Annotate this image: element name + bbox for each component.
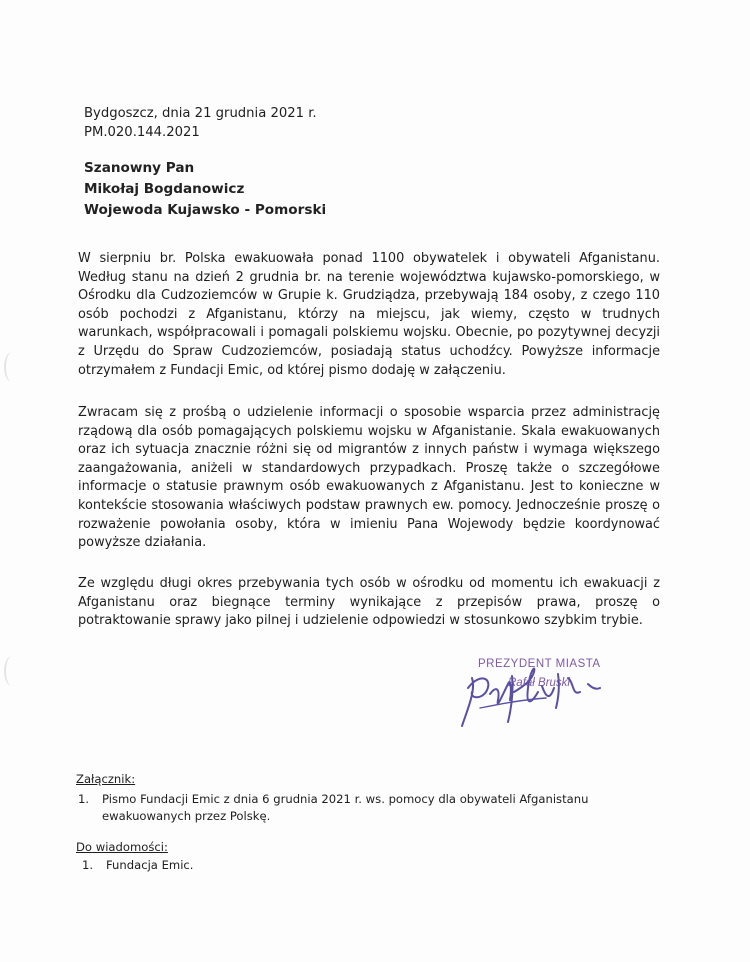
addressee-salutation: Szanowny Pan bbox=[84, 160, 195, 176]
cc-list bbox=[82, 857, 682, 874]
list-item bbox=[78, 791, 678, 825]
list-item-number: 1. bbox=[78, 792, 90, 806]
handwritten-signature bbox=[450, 648, 620, 744]
addressee-name: Mikołaj Bogdanowicz bbox=[84, 181, 245, 197]
body-paragraph-2: Zwracam się z prośbą o udzielenie informacji o sposobie wsparcia przez administrację rządową dla osób pomagających polskiemu wojsku w Afganistanie. Skala ewakuowanych oraz ich sytuacja znacznie różni się od migrantów z innych państw i wymaga większego zaangażowania, aniżeli w standardowych przypadkach. Proszę także o szczegółowe informacje o statusie prawnym osób ewakuowanych z Afganistanu. Jest to konieczne w kontekście stosowania właściwych podstaw prawnych ew. pomocy. Jednocześnie proszę o rozważenie powołania osoby, która w imieniu Pana Wojewody będzie koordynować powyższe działania. bbox=[78, 405, 660, 551]
place-date: Bydgoszcz, dnia 21 grudnia 2021 r. bbox=[84, 106, 317, 121]
addressee-title: Wojewoda Kujawsko - Pomorski bbox=[84, 202, 327, 218]
list-item-text: Pismo Fundacji Emic z dnia 6 grudnia 2021 r. ws. pomocy dla obywateli Afganistanu ewakuowanych przez Polskę. bbox=[102, 792, 589, 823]
reference-number: PM.020.144.2021 bbox=[84, 125, 200, 140]
attachments-label: Załącznik: bbox=[76, 772, 136, 786]
addressee-block bbox=[84, 158, 326, 221]
signature-block bbox=[450, 648, 620, 744]
cc-label: Do wiadomości: bbox=[76, 840, 168, 854]
body-paragraph-3: Ze względu długi okres przebywania tych osób w ośrodku od momentu ich ewakuacji z Afganistanu oraz biegnące terminy wynikające z przepisów prawa, proszę o potraktowanie sprawy jako pilnej i udzielenie odpowiedzi w stosunkowo szybkim trybie. bbox=[78, 576, 660, 629]
stamp-title: PREZYDENT MIASTA bbox=[478, 658, 601, 670]
scan-margin-mark bbox=[4, 352, 20, 382]
list-item-text: Fundacja Emic. bbox=[106, 858, 194, 872]
stamp-name: Rafał Bruski bbox=[508, 677, 570, 689]
body-paragraph-1: W sierpniu br. Polska ewakuowała ponad 1100 obywatelek i obywateli Afganistanu. Według stanu na dzień 2 grudnia br. na terenie województwa kujawsko-pomorskiego, w Ośrodku dla Cudzoziemców w Grupie k. Grudziądza, przebywają 184 osoby, z czego 110 osób pochodzi z Afganistanu, którzy na miejscu, jak wiemy, często w trudnych warunkach, współpracowali i pomagali polskiemu wojsku. Obecnie, po pozytywnej decyzji z Urzędu do Spraw Cudzoziemców, posiadają status uchodźcy. Powyższe informacje otrzymałem z Fundacji Emic, od której pismo dodaję w załączeniu. bbox=[78, 251, 660, 378]
scan-margin-mark bbox=[4, 656, 20, 686]
list-item bbox=[82, 857, 682, 874]
list-item-number: 1. bbox=[82, 858, 94, 872]
letter-header bbox=[84, 104, 317, 142]
attachments-list bbox=[78, 791, 678, 825]
